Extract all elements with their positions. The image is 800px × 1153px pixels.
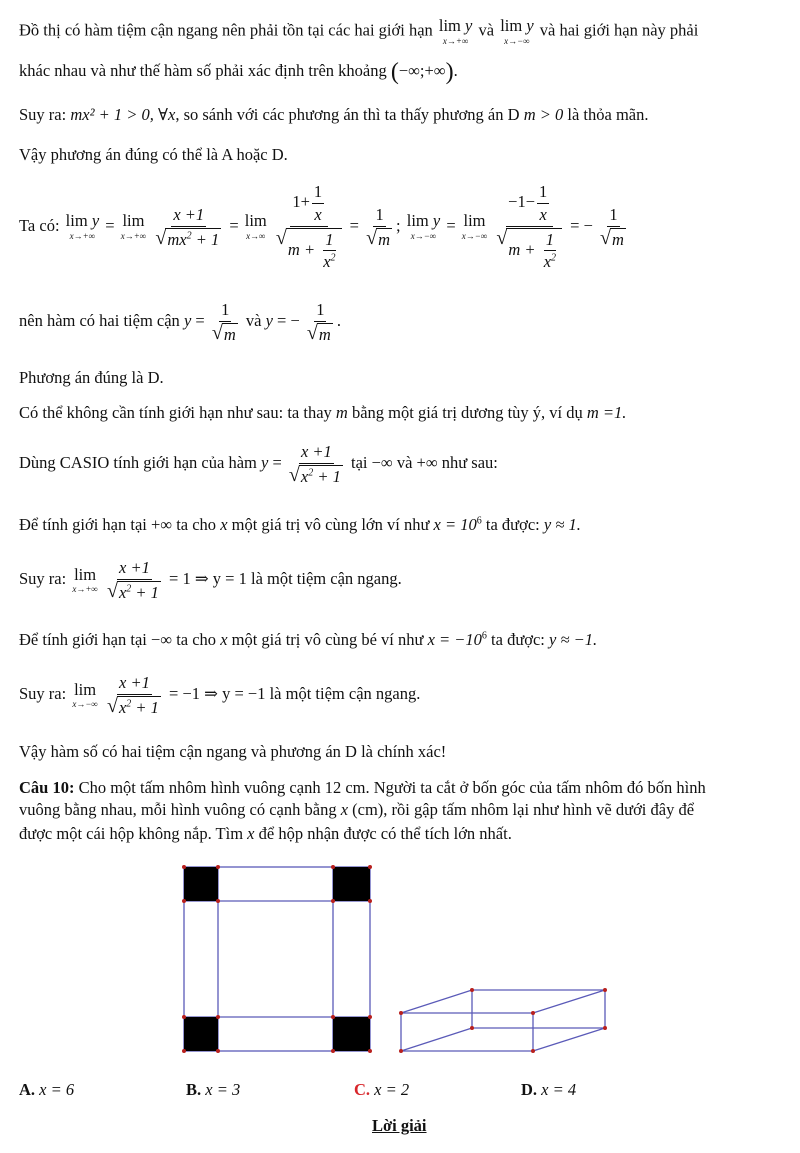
option-a[interactable]: A. x = 6 bbox=[19, 1080, 75, 1099]
para-alternative: Có thể không cần tính giới hạn như sau: ta thay m bằng một giá trị dương tùy ý, ví dụ m =1. bbox=[19, 403, 627, 422]
figure-sheet-net bbox=[175, 860, 385, 1060]
question-10-line-1: Câu 10: Cho một tấm nhôm hình vuông cạnh 12 cm. Người ta cắt ở bốn góc của tấm nhôm đó bốn hình bbox=[19, 778, 706, 797]
para-conclusion-ad: Vậy phương án đúng có thể là A hoặc D. bbox=[19, 145, 288, 164]
solution-heading: Lời giải bbox=[372, 1116, 427, 1135]
question-10-line-2: vuông bằng nhau, mỗi hình vuông có cạnh bằng x (cm), rồi gập tấm nhôm lại như hình vẽ dưới đây để bbox=[19, 800, 695, 819]
para-asymptote-1: Đồ thị có hàm tiệm cận ngang nên phải tồn tại các hai giới hạn lim y x→+∞ và lim y x→−∞ và hai giới hạn này phải bbox=[19, 16, 699, 46]
para-asymptote-2: khác nhau và như thế hàm số phải xác định trên khoảng (−∞;+∞). bbox=[19, 59, 458, 85]
para-answer-d: Phương án đúng là D. bbox=[19, 368, 164, 387]
para-two-asymptotes: nên hàm có hai tiệm cận y = 1 √ m và y = − 1 √ m . bbox=[19, 300, 341, 345]
corner-squares bbox=[184, 867, 370, 1051]
question-10-line-3: được một cái hộp không nắp. Tìm x để hộp nhận được có thể tích lớn nhất. bbox=[19, 824, 512, 843]
option-c[interactable]: C. x = 2 bbox=[354, 1080, 410, 1099]
para-pos-inf-test: Để tính giới hạn tại +∞ ta cho x một giá trị vô cùng lớn ví như $x = 10^6$ ta được: y ≈ 1. bbox=[19, 515, 581, 534]
para-casio: Dùng CASIO tính giới hạn của hàm y = x +1 √ $x^2 + 1$ tại −∞ và +∞ như sau: bbox=[19, 442, 498, 487]
para-limit-computation: Ta có: lim y x→+∞ = lim x→+∞ x +1 √ $mx^2 + 1$ = lim x→∞ 1+ $\frac{1}{x}$ √ m + $\frac{1}{x^2}$ = 1 √ m ; lim y x→−∞ = lim x→−∞ −1− $\frac{1}{x}$ √ m + $\frac{1}{x^2}$ = − 1 √ m bbox=[19, 182, 630, 272]
option-b[interactable]: B. x = 3 bbox=[186, 1080, 241, 1099]
para-neg-inf-test: Để tính giới hạn tại −∞ ta cho x một giá trị vô cùng bé ví như $x = -10^6$ ta được: y ≈ −1. bbox=[19, 630, 598, 649]
para-final: Vậy hàm số có hai tiệm cận ngang và phương án D là chính xác! bbox=[19, 742, 447, 761]
lim-pos-inf: lim y x→+∞ bbox=[438, 16, 473, 46]
figure-open-box bbox=[395, 985, 615, 1060]
lim-neg-inf: lim y x→−∞ bbox=[500, 16, 534, 46]
para-pos-inf-result: Suy ra: lim x→+∞ x +1 √ $x^2 + 1$ = 1 ⇒ y = 1 là một tiệm cận ngang. bbox=[19, 558, 402, 603]
option-d[interactable]: D. x = 4 bbox=[521, 1080, 577, 1099]
para-condition: Suy ra: mx² + 1 > 0, ∀x, so sánh với các phương án thì ta thấy phương án D m > 0 là thỏa mãn. bbox=[19, 105, 649, 124]
para-neg-inf-result: Suy ra: lim x→−∞ x +1 √ $x^2 + 1$ = −1 ⇒ y = −1 là một tiệm cận ngang. bbox=[19, 673, 420, 718]
